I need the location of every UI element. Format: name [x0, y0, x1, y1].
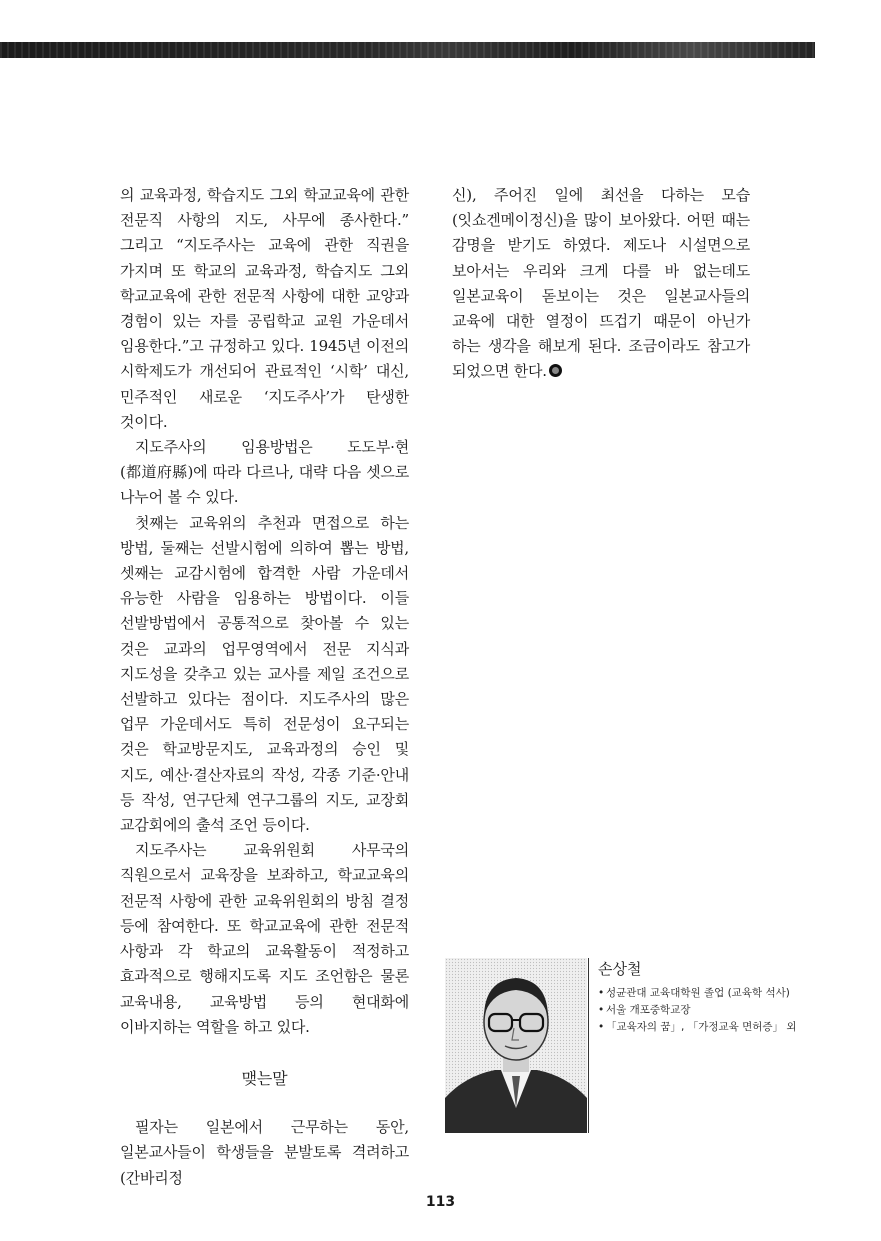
end-mark-icon: [549, 364, 562, 377]
article-left-column: [120, 183, 409, 1191]
body-paragraph: 의 교육과정, 학습지도 그외 학교교육에 관한 전문직 사항의 지도, 사무에 종사한다.” 그리고 “지도주사는 교육에 관한 직권을 가지며 또 학교의 교육과정, 학습지도 그외 학교교육에 관한 전문적 사항에 대한 교양과 경험이 있는 자를 공립학교 교원 가운데서 임용한다.”고 규정하고 있다. 1945년 이전의 시학제도가 개선되어 관료적인 ‘시학’ 대신, 민주적인 새로운 ‘지도주사’가 탄생한 것이다.: [120, 186, 409, 431]
bio-item: • 서울 개포중학교장: [598, 1002, 798, 1019]
bio-item: • 성균관대 교육대학원 졸업 (교육학 석사): [598, 985, 798, 1002]
header-decor-band: [0, 42, 815, 58]
section-heading: 맺는말: [241, 1068, 288, 1088]
body-paragraph: [452, 183, 750, 385]
bio-item: • 「교육자의 꿈」, 「가정교육 면허증」 외: [598, 1019, 798, 1036]
article-right-column: [452, 183, 750, 385]
author-bio: [598, 958, 798, 1036]
author-photo: [445, 958, 587, 1133]
author-bio-list: [598, 985, 798, 1036]
body-paragraph: 필자는 일본에서 근무하는 동안, 일본교사들이 학생들을 분발토록 격려하고 (간바리정: [120, 1118, 409, 1187]
body-paragraph: 첫째는 교육위의 추천과 면접으로 하는 방법, 둘째는 선발시험에 의하여 뽑는 방법, 셋째는 교감시험에 합격한 사람 가운데서 유능한 사람을 임용하는 방법이다. 이들 선발방법에서 공통적으로 찾아볼 수 있는 것은 교과의 업무영역에서 전문 지식과 지도성을 갖추고 있는 교사를 제일 조건으로 선발하고 있다는 점이다. 지도주사의 많은 업무 가운데서도 특히 전문성이 요구되는 것은 학교방문지도, 교육과정의 승인 및 지도, 예산·결산자료의 작성, 각종 기준·안내 등 작성, 연구단체 연구그룹의 지도, 교장회 교감회에의 출석 조언 등이다.: [120, 513, 409, 835]
page-number: 113: [425, 1194, 456, 1210]
body-paragraph: 지도주사의 임용방법은 도도부·현 (都道府縣)에 따라 다르나, 대략 다음 셋으로 나누어 볼 수 있다.: [120, 438, 409, 507]
body-paragraph: 지도주사는 교육위원회 사무국의 직원으로서 교육장을 보좌하고, 학교교육의 전문적 사항에 관한 교육위원회의 방침 결정 등에 참여한다. 또 학교교육에 관한 전문적 사항과 각 학교의 교육활동이 적정하고 효과적으로 행해지도록 지도 조언함은 물론 교육내용, 교육방법 등의 현대화에 이바지하는 역할을 하고 있다.: [120, 841, 409, 1036]
closing-text: 신), 주어진 일에 최선을 다하는 모습 (잇쇼겐메이정신)을 많이 보아왔다. 어떤 때는 감명을 받기도 하였다. 제도나 시설면으로 보아서는 우리와 크게 다를 바 없는데도 일본교육이 돋보이는 것은 일본교사들의 교육에 대한 열정이 뜨겁기 때문이 아닌가 하는 생각을 해보게 된다. 조금이라도 참고가 되었으면 한다.: [452, 186, 750, 381]
author-name: 손상철: [598, 960, 642, 978]
bio-divider: [588, 958, 589, 1133]
author-portrait-icon: [445, 958, 587, 1133]
